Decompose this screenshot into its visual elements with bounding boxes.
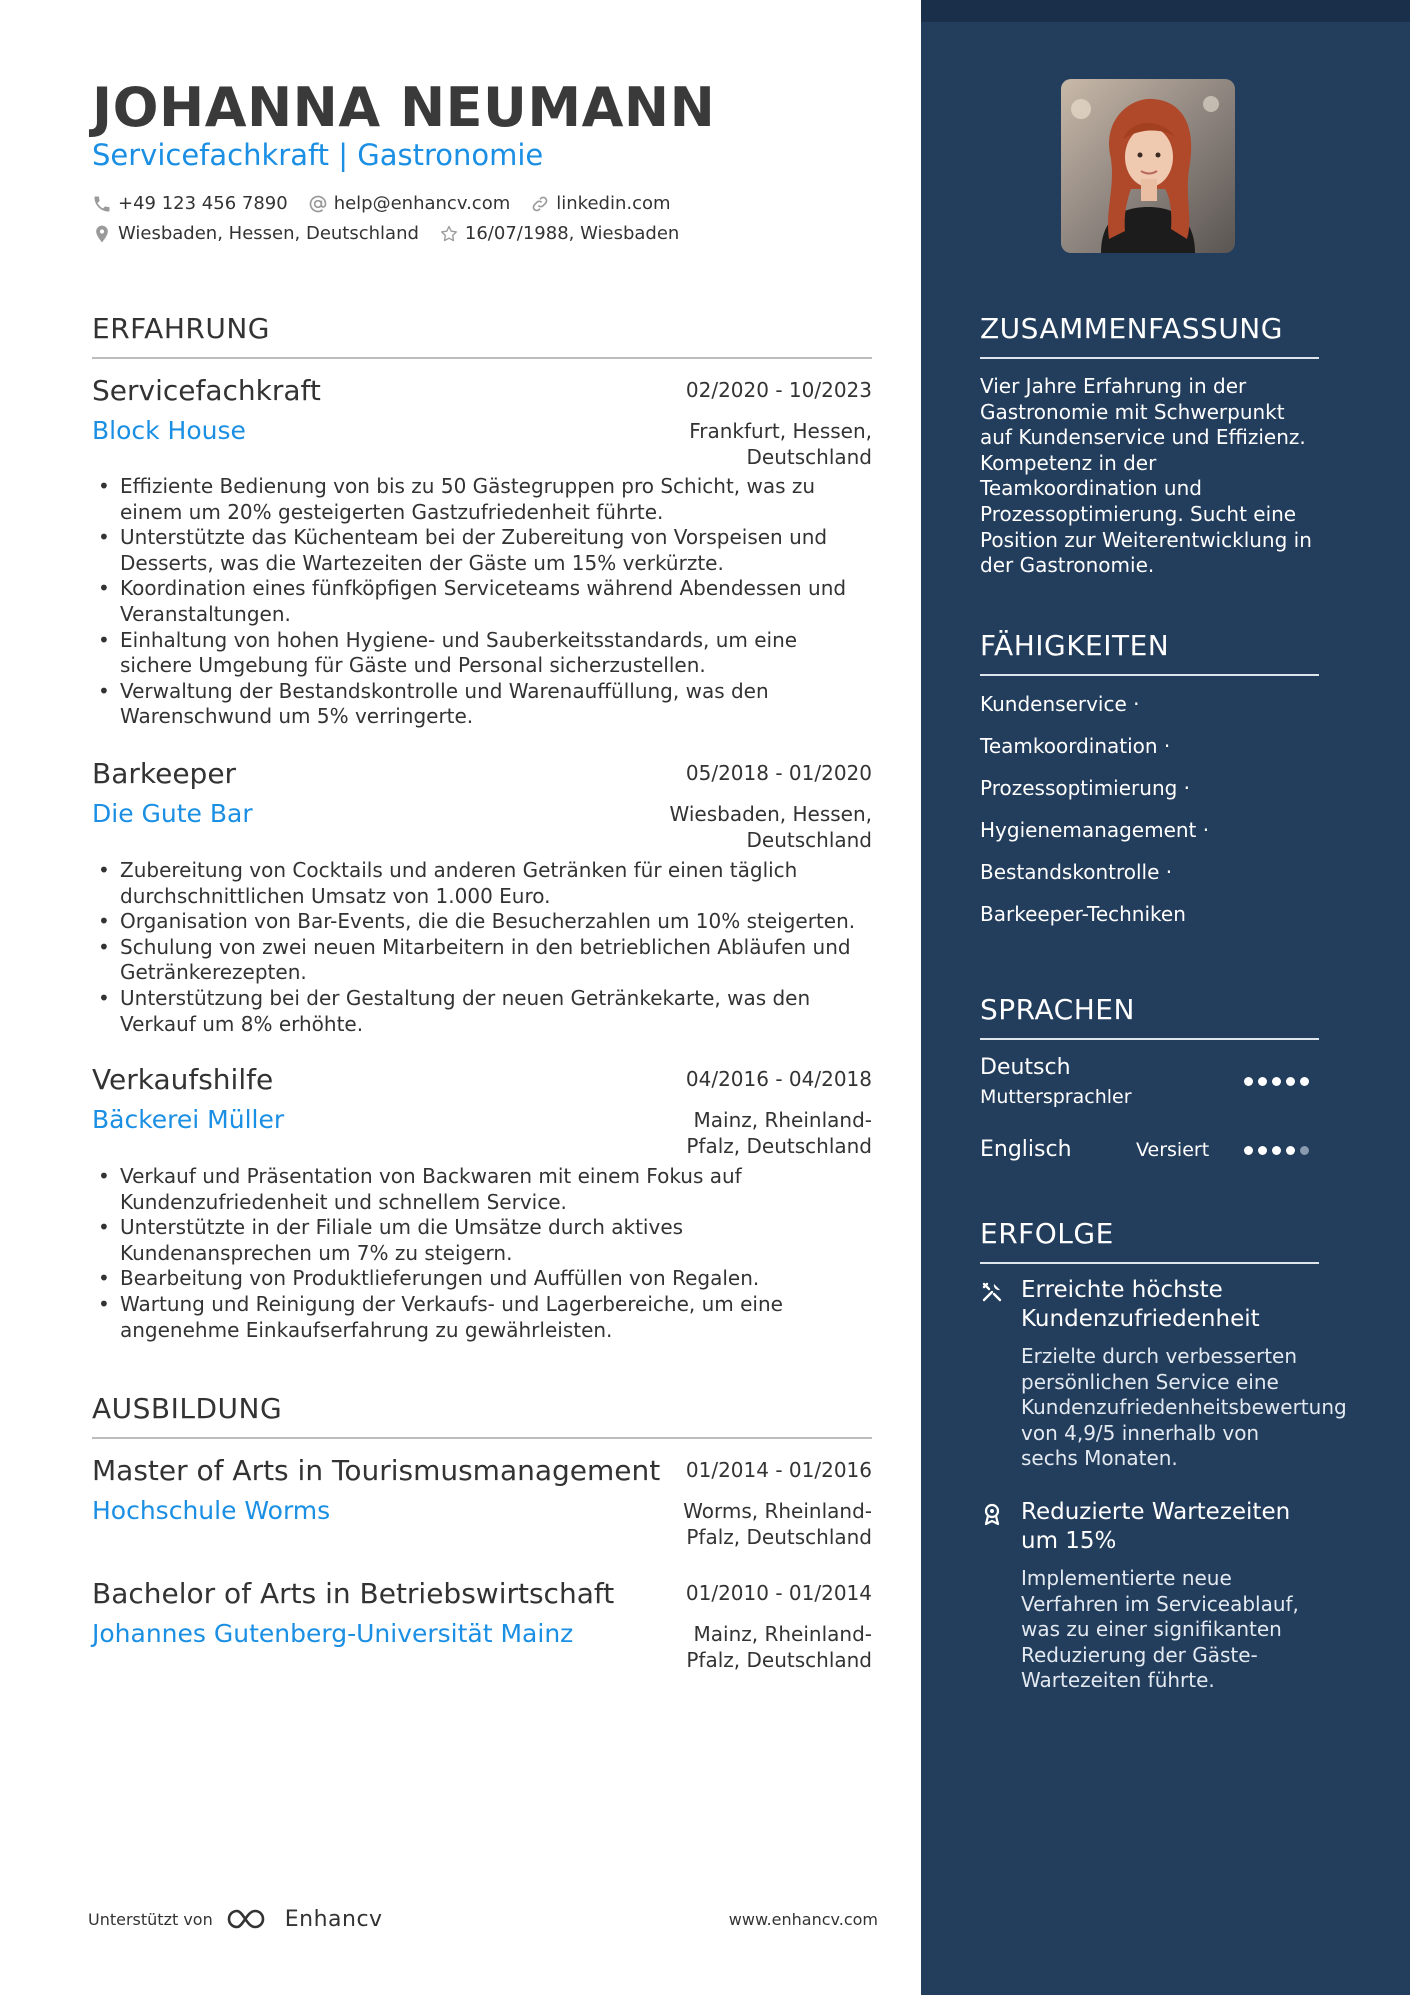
achievement-description: Erzielte durch verbesserten persönlichen Service eine Kundenzufriedenheitsbewertung von 4,9/5 innerhalb von sechs Monaten. [1021,1344,1347,1471]
entry-bullets [92,474,872,730]
entry-company[interactable]: Die Gute Bar [92,799,253,828]
entry-dates: 05/2018 - 01/2020 [685,761,872,785]
entry-role: Verkaufshilfe [92,1063,274,1096]
contact-row-1 [92,193,671,214]
profile-photo [1061,79,1235,253]
edu-dates: 01/2010 - 01/2014 [685,1581,872,1605]
entry-bullets [92,858,872,1037]
entry-company[interactable]: Block House [92,416,246,445]
bullet-item: • Effiziente Bedienung von bis zu 50 Gästegruppen pro Schicht, was zu einem um 20% gesteigerten Gastzufriedenheit führte. [92,474,872,525]
skill-item: Barkeeper-Techniken [980,902,1186,926]
language-name: Deutsch [980,1055,1071,1080]
skills-divider [980,674,1319,676]
achievement-title: Erreichte höchste Kundenzufriedenheit [1021,1277,1260,1332]
rating-dot-filled [1258,1146,1267,1155]
contact-birth [439,223,679,244]
rating-dot-filled [1272,1146,1281,1155]
summary-text: Vier Jahre Erfahrung in der Gastronomie mit Schwerpunkt auf Kundenservice und Effizienz. Kompetenz in der Teamkoordination und Prozessoptimierung. Sucht eine Position zur Weiterentwicklung in der Gastronomie. [980,374,1312,578]
edu-location: Worms, Rheinland-Pfalz, Deutschland [683,1499,872,1549]
skill-item: Bestandskontrolle · [980,860,1173,884]
bullet-item: • Organisation von Bar-Events, die die Besucherzahlen um 10% steigerten. [92,909,872,935]
website-text: linkedin.com [556,193,671,214]
languages-divider [980,1038,1319,1040]
contact-phone[interactable] [92,193,288,214]
skill-item: Teamkoordination · [980,734,1171,758]
portrait-illustration [1061,79,1235,253]
location-text: Wiesbaden, Hessen, Deutschland [118,223,419,244]
bullet-item: • Unterstützte das Küchenteam bei der Zubereitung von Vorspeisen und Desserts, was die Wartezeiten der Gäste um 15% verkürzte. [92,525,872,576]
language-level: Muttersprachler [980,1086,1132,1108]
achievements-divider [980,1262,1319,1264]
entry-role: Barkeeper [92,757,237,790]
experience-title: ERFAHRUNG [92,312,270,345]
summary-title: ZUSAMMENFASSUNG [980,312,1283,345]
bullet-item: • Wartung und Reinigung der Verkaufs- und Lagerbereiche, um eine angenehme Einkaufserfahrung zu gewährleisten. [92,1292,872,1343]
contact-email[interactable] [308,193,511,214]
summary-divider [980,357,1319,359]
rating-dot-filled [1258,1077,1267,1086]
edu-degree: Master of Arts in Tourismusmanagement [92,1454,661,1487]
rating-dot-filled [1272,1077,1281,1086]
phone-icon [92,194,112,214]
entry-location: Mainz, Rheinland-Pfalz, Deutschland [686,1108,872,1158]
bullet-item: • Koordination eines fünfköpfigen Serviceteams während Abendessen und Veranstaltungen. [92,576,872,627]
edu-degree: Bachelor of Arts in Betriebswirtschaft [92,1577,615,1610]
sidebar [921,0,1410,1995]
bullet-item: • Bearbeitung von Produktlieferungen und Auffüllen von Regalen. [92,1266,872,1292]
bullet-item: • Unterstützung bei der Gestaltung der neuen Getränkekarte, was den Verkauf um 8% erhöhte. [92,986,872,1037]
entry-company[interactable]: Bäckerei Müller [92,1105,285,1134]
tools-icon [980,1280,1004,1304]
education-divider [92,1437,872,1439]
edu-location: Mainz, Rheinland-Pfalz, Deutschland [686,1622,872,1672]
edu-dates: 01/2014 - 01/2016 [685,1458,872,1482]
entry-location: Wiesbaden, Hessen, Deutschland [669,802,872,852]
skill-item: Prozessoptimierung · [980,776,1191,800]
job-title: Servicefachkraft | Gastronomie [92,138,544,172]
language-name: Englisch [980,1137,1072,1162]
achievement-description: Implementierte neue Verfahren im Serviceablauf, was zu einer signifikanten Reduzierung der Gäste-Wartezeiten führte. [1021,1566,1299,1693]
footer-powered-by [88,1906,383,1932]
phone-text: +49 123 456 7890 [118,193,288,214]
brand-name: Enhancv [284,1906,383,1932]
contact-location [92,223,419,244]
entry-dates: 02/2020 - 10/2023 [685,378,872,402]
rating-dot-empty [1300,1146,1309,1155]
bullet-item: • Schulung von zwei neuen Mitarbeitern in den betrieblichen Abläufen und Getränkerezepten. [92,935,872,986]
map-pin-icon [92,224,112,244]
language-level: Versiert [1136,1139,1210,1161]
candidate-name: JOHANNA NEUMANN [92,76,716,139]
edu-school[interactable]: Hochschule Worms [92,1496,331,1525]
language-rating [1244,1077,1309,1086]
bullet-item: • Zubereitung von Cocktails und anderen Getränken für einen täglich durchschnittlichen Umsatz von 1.000 Euro. [92,858,872,909]
sidebar-top-bar [921,0,1410,22]
email-text: help@enhancv.com [333,193,511,214]
star-icon [439,224,459,244]
entry-dates: 04/2016 - 04/2018 [685,1067,872,1091]
contact-website[interactable] [530,193,670,214]
rating-dot-filled [1286,1146,1295,1155]
languages-title: SPRACHEN [980,993,1135,1026]
bullet-item: • Einhaltung von hohen Hygiene- und Sauberkeitsstandards, um eine sichere Umgebung für Gäste und Personal sicherzustellen. [92,628,872,679]
enhancv-logo-icon [225,1906,273,1932]
experience-divider [92,357,872,359]
footer-url[interactable]: www.enhancv.com [728,1910,878,1929]
rating-dot-filled [1300,1077,1309,1086]
rating-dot-filled [1286,1077,1295,1086]
birth-text: 16/07/1988, Wiesbaden [464,223,680,244]
achievements-title: ERFOLGE [980,1217,1114,1250]
language-rating [1244,1146,1309,1155]
powered-by-text: Unterstützt von [88,1909,213,1929]
at-icon [308,194,328,214]
rating-dot-filled [1244,1077,1253,1086]
entry-location: Frankfurt, Hessen, Deutschland [689,419,872,469]
skills-title: FÄHIGKEITEN [980,629,1170,662]
skill-item: Hygienemanagement · [980,818,1210,842]
edu-school[interactable]: Johannes Gutenberg-Universität Mainz [92,1619,574,1648]
bullet-item: • Verkauf und Präsentation von Backwaren mit einem Fokus auf Kundenzufriedenheit und schnellem Service. [92,1164,872,1215]
award-icon [980,1502,1004,1526]
achievement-title: Reduzierte Wartezeiten um 15% [1021,1499,1291,1554]
skill-item: Kundenservice · [980,692,1140,716]
education-title: AUSBILDUNG [92,1392,283,1425]
rating-dot-filled [1244,1146,1253,1155]
bullet-item: • Unterstützte in der Filiale um die Umsätze durch aktives Kundenansprechen um 7% zu steigern. [92,1215,872,1266]
entry-role: Servicefachkraft [92,374,321,407]
link-icon [530,194,550,214]
entry-bullets [92,1164,872,1343]
contact-row-2 [92,223,679,244]
bullet-item: • Verwaltung der Bestandskontrolle und Warenauffüllung, was den Warenschwund um 5% verringerte. [92,679,872,730]
